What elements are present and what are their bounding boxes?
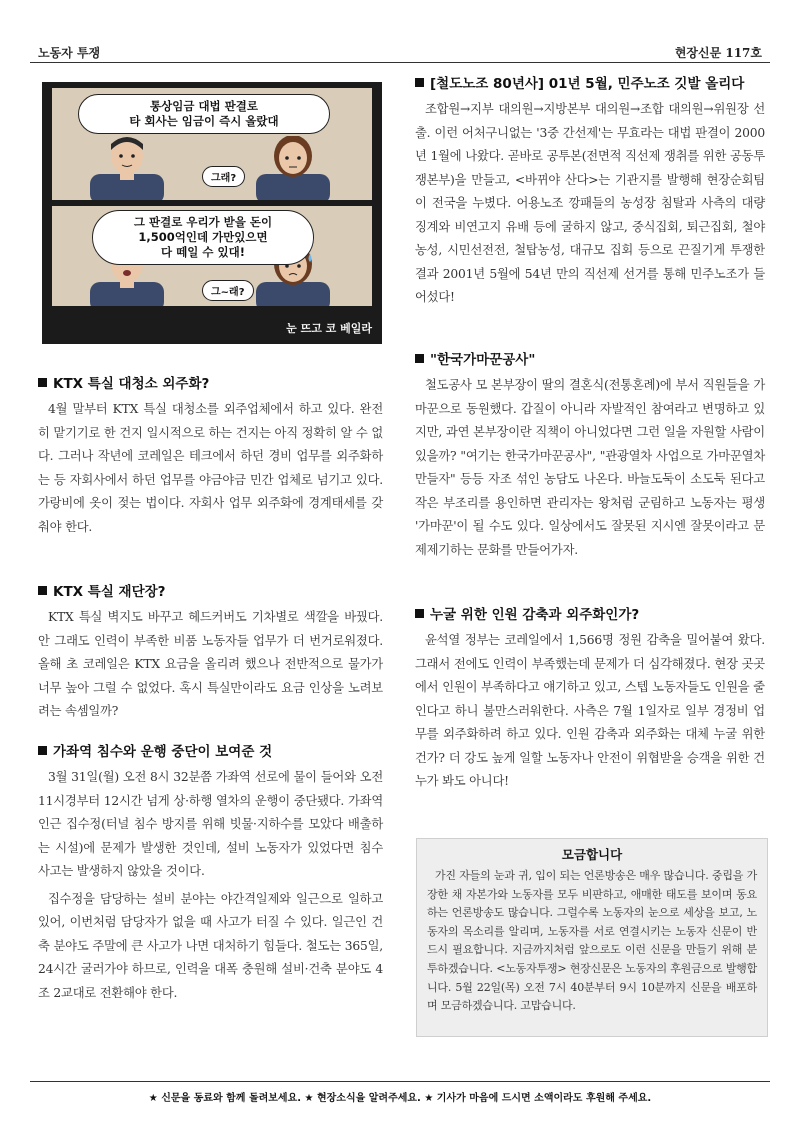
square-bullet-icon [38, 378, 47, 387]
article-palanquin [415, 348, 765, 562]
comic-panel-2 [52, 206, 372, 306]
female-worker-illustration [248, 136, 338, 200]
article-paragraph: 윤석열 정부는 코레일에서 1,566명 정원 감축을 밀어붙여 왔다. 그래서 전에도 인력이 부족했는데 문제가 더 심각해졌다. 현장 곳곳에서 인원이 부족하다고 얘기하고 있고, 스텝 노동자들도 인원을 줄인다고 하니 불만스러워한다. 사측은 7월 1일자로 일부 경정비 업무를 외주화하려 하고 있다. 인원 감축과 외주화는 대체 누굴 위한 건가? 더 강도 높게 일할 노동자나 안전이 위협받을 승객을 위한 건 누가 봐도 아니다! [415, 633, 765, 788]
header-divider [30, 62, 770, 63]
speech-bubble-3: 그 판결로 우리가 받을 돈이 1,500억인데 가만있으면 다 떼일 수 있대! [92, 210, 314, 265]
newspaper-section-label: 노동자 투쟁 [38, 46, 101, 60]
square-bullet-icon [38, 746, 47, 755]
notice-title: 모금합니다 [561, 847, 623, 862]
article-title: KTX 특실 대청소 외주화? [38, 372, 383, 392]
speech-bubble-2: 그래? [202, 166, 245, 187]
footer-divider [30, 1081, 770, 1082]
article-title: 누굴 위한 인원 감축과 외주화인가? [415, 603, 765, 623]
footer-message: ★ 신문을 동료와 함께 돌려보세요. ★ 현장소식을 알려주세요. ★ 기사가 마음에 드시면 소액이라도 후원해 주세요. [148, 1093, 652, 1104]
notice-text: 가진 자들의 눈과 귀, 입이 되는 언론방송은 매우 많습니다. 중립을 가장한 채 자본가와 노동자를 모두 비판하고, 애매한 태도를 보이며 동요하는 언론방송도 많습니다. 그럴수록 노동자의 눈으로 세상을 보고, 노동자의 목소리를 알리며, 노동자를 서로 연결시키는 노동자 신문이 반드시 필요합니다. 지금까지처럼 앞으로도 이런 신문을 만들기 위해 분투하겠습니다. <노동자투쟁> 현장신문은 노동자의 후원금으로 발행합니다. 5월 22일(목) 오전 7시 40분부터 9시 10분까지 신문을 배포하며 모금하겠습니다. 고맙습니다. [427, 869, 757, 1013]
article-union-history [415, 72, 765, 310]
article-paragraph: KTX 특실 벽지도 바꾸고 헤드커버도 기차별로 색깔을 바꿨다. 안 그래도 인력이 부족한 비품 노동자들 업무가 더 번거로워졌다. 올해 초 코레일은 KTX 요금을 올리려 했으나 전반적으로 물가가 너무 높아 그럴 수 없었다. 혹시 특실만이라도 요금 인상을 노려보려는 속셈일까? [38, 610, 383, 718]
male-worker-illustration [82, 136, 172, 200]
square-bullet-icon [415, 354, 424, 363]
fundraising-notice [416, 838, 768, 1037]
square-bullet-icon [415, 609, 424, 618]
article-paragraph: 집수정을 담당하는 설비 분야는 야간격일제와 일근으로 일하고 있어, 이번처럼 담당자가 없을 때 사고가 터질 수 있다. 일근인 건축 분야도 주말에 큰 사고가 나면 대처하기 힘들다. 철도는 365일, 24시간 굴러가야 하므로, 인력을 대폭 충원해 설비·건축 분야도 4조 2교대로 전환해야 한다. [38, 891, 383, 1000]
comic-strip [42, 82, 382, 344]
article-ktx-cleaning [38, 372, 383, 539]
article-title: 가좌역 침수와 운행 중단이 보여준 것 [38, 740, 383, 760]
article-gajwa-flooding [38, 740, 383, 1005]
article-paragraph: 철도공사 모 본부장이 딸의 결혼식(전통혼례)에 부서 직원들을 가마꾼으로 동원했다. 갑질이 아니라 자발적인 참여라고 변명하고 있지만, 과연 본부장이란 직책이 아니었다면 그런 일을 자원할 사람이 있을까? "여기는 한국가마꾼공사", "관광열차 사업으로 가마꾼열차 만들자" 등등 자조 섞인 농담도 나온다. 바늘도둑이 소도둑 된다고 작은 부조리를 용인하면 관리자는 왕처럼 군림하고 노동자는 평생 '가마꾼'이 될 수도 있다. 일상에서도 잘못된 지시엔 잘못이라고 문제제기하는 문화를 만들어가자. [415, 378, 765, 557]
article-title: "한국가마꾼공사" [415, 348, 765, 368]
article-paragraph: 조합원→지부 대의원→지방본부 대의원→조합 대의원→위원장 선출. 이런 어처구니없는 '3중 간선제'는 무효라는 대법 판결이 2000년 1월에 나왔다. 곧바로 공투본(전면적 직선제 쟁취를 위한 공동투쟁본부)을 만들고, <바뀌야 산다>는 기관지를 발행해 현장순회팀이 전국을 누볐다. 어용노조 깡패들의 농성장 침탈과 사측의 대량 징계와 비연고지 유배 등에 굴하지 않고, 중식집회, 퇴근집회, 철야농성, 시민선전전, 철탑농성, 대규모 집회 등으로 끈질기게 투쟁한 결과 2001년 5월에 54년 만의 직선제 선거를 통해 민주노조가 들어섰다! [415, 102, 765, 304]
square-bullet-icon [415, 78, 424, 87]
article-title: [철도노조 80년사] 01년 5월, 민주노조 깃발 올리다 [415, 72, 765, 92]
article-paragraph: 3월 31일(월) 오전 8시 32분쯤 가좌역 선로에 물이 들어와 오전 11시경부터 12시간 넘게 상·하행 열차의 운행이 중단됐다. 가좌역 인근 집수정(터널 침수 방지를 위해 빗물·지하수를 모았다 배출하는 시설)에 문제가 발생한 것인데, 설비 노동자가 있었다면 침수 사고는 발생하지 않았을 것이다. [38, 770, 383, 878]
speech-bubble-1: 통상임금 대법 판결로 타 회사는 임금이 즉시 올랐대 [78, 94, 330, 134]
square-bullet-icon [38, 586, 47, 595]
article-title: KTX 특실 재단장? [38, 580, 383, 600]
article-ktx-renovation [38, 580, 383, 724]
speech-bubble-4: 그~래? [202, 280, 254, 301]
comic-caption: 눈 뜨고 코 베일라 [286, 322, 372, 335]
issue-number: 현장신문 117호 [674, 46, 762, 60]
comic-panel-1 [52, 88, 372, 200]
article-staff-reduction [415, 603, 765, 794]
article-paragraph: 4월 말부터 KTX 특실 대청소를 외주업체에서 하고 있다. 완전히 맡기기로 한 건지 일시적으로 하는 건지는 아직 정확히 알 수 없다. 그러나 작년에 코레일은 테크에서 하던 경비 업무를 외주화하는 등 자회사에서 하던 업무를 야금야금 민간 업체로 넘기고 있다. 가랑비에 옷이 젖는 법이다. 자회사 업무 외주화에 경계태세를 갖춰야 한다. [38, 402, 383, 534]
